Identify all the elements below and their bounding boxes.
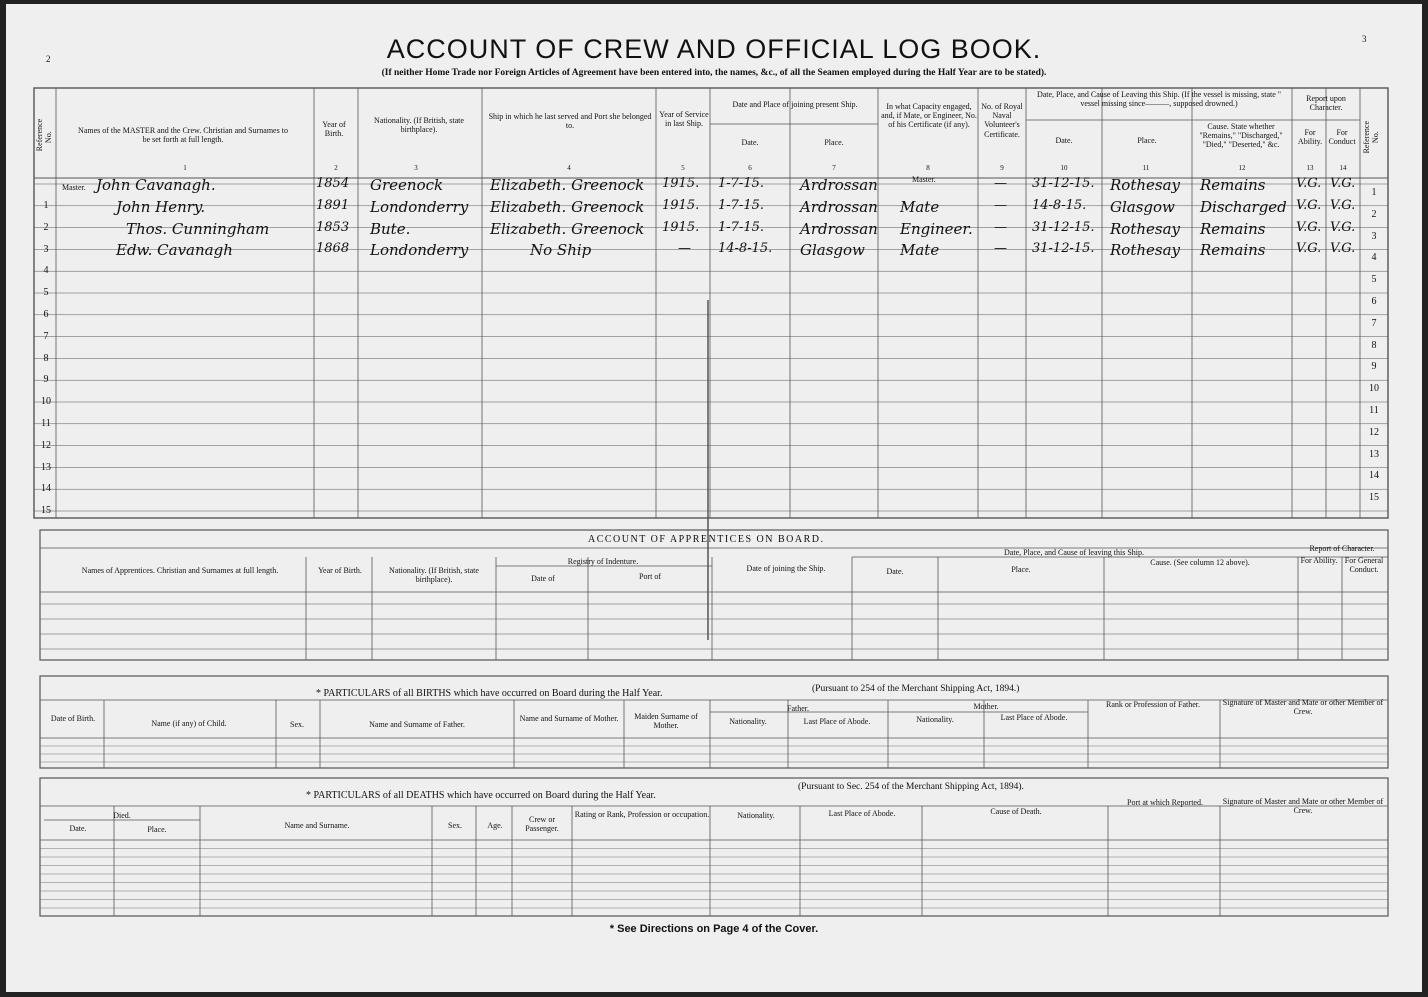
row-number-right: 15 (1369, 492, 1379, 504)
appr-place-header: Place. (1011, 565, 1031, 574)
births-signature-header: Signature of Master and Mate or other Member of Crew. (1222, 698, 1384, 717)
column-number: 14 (1339, 164, 1347, 172)
deaths-name-header: Name and Surname. (284, 821, 350, 830)
crew-abil: V.G. (1296, 176, 1322, 191)
crew-svc: 1915. (662, 219, 700, 235)
row-number-left: 4 (43, 265, 49, 277)
crew-cause: Discharged (1200, 197, 1287, 216)
crew-cap: Mate (900, 197, 940, 216)
column-number: 7 (832, 164, 836, 172)
births-father-name-header: Name and Surname of Father. (369, 720, 465, 729)
crew-nat: Greenock (370, 176, 444, 194)
row-number-left: 13 (41, 461, 51, 473)
appr-names-header: Names of Apprentices. Christian and Surnames at full length. (81, 566, 279, 575)
row-number-right: 1 (1371, 187, 1377, 198)
column-number: 10 (1060, 164, 1068, 172)
column-number: 5 (681, 164, 685, 172)
crew-year: 1854 (316, 176, 350, 191)
births-title: * PARTICULARS of all BIRTHS which have occurred on Board during the Half Year. (316, 688, 663, 699)
deaths-date-header: Date. (69, 824, 87, 833)
appr-ability-header: For Ability. (1300, 556, 1338, 565)
footer-note: * See Directions on Page 4 of the Cover. (609, 923, 819, 935)
row-number-left: 15 (41, 505, 51, 517)
crew-jplace: Ardrossan (800, 176, 878, 194)
deaths-nationality-header: Nationality. (737, 811, 775, 820)
deaths-abode-header: Last Place of Abode. (828, 809, 896, 818)
row-number-right: 3 (1371, 230, 1377, 242)
row-number-right: 13 (1369, 448, 1379, 460)
appr-dateof-header: Date of (531, 574, 555, 583)
crew-ship: No Ship (530, 241, 592, 260)
appr-report-header: Report of Character. (1309, 544, 1375, 553)
crew-jdate: 1-7-15. (718, 176, 765, 191)
crew-jplace: Glasgow (800, 241, 865, 260)
row-number-left: 2 (43, 221, 49, 233)
appr-portof-header: Port of (639, 572, 661, 581)
crew-ldate: 31-12-15. (1032, 176, 1095, 191)
crew-rnv: — (994, 197, 1007, 213)
births-pursuant: (Pursuant to 254 of the Merchant Shipping Act, 1894.) (812, 684, 1020, 694)
row-number-left: 11 (41, 418, 51, 429)
column-number: 4 (567, 164, 571, 172)
crew-jdate: 14-8-15. (718, 241, 773, 257)
crew-names-header: Names of the MASTER and the Crew. Christian and Surnames to be set forth at full length. (78, 126, 288, 145)
appr-cause-header: Cause. (See column 12 above). (1150, 558, 1250, 567)
crew-nat: Londonderry (370, 241, 469, 260)
births-child-header: Name (if any) of Child. (151, 719, 227, 728)
row-number-right: 11 (1369, 405, 1379, 416)
appr-year-header: Year of Birth. (318, 566, 362, 575)
crew-ref-right-header: Reference No. (1361, 120, 1380, 154)
crew-cond: V.G. (1330, 176, 1356, 191)
crew-cause: Remains (1200, 219, 1266, 238)
apprentices-title: ACCOUNT OF APPRENTICES ON BOARD. (588, 534, 825, 545)
crew-lplace: Rothesay (1110, 176, 1181, 194)
deaths-signature-header: Signature of Master and Mate or other Member of Crew. (1222, 797, 1384, 816)
row-number-left: 10 (41, 396, 51, 408)
crew-ship: Elizabeth. Greenock (490, 219, 645, 238)
crew-year: 1853 (316, 219, 350, 235)
row-number-left: 9 (43, 374, 49, 386)
deaths-port-header: Port at which Reported. (1127, 798, 1203, 807)
crew-leaving-place-header: Place. (1137, 136, 1157, 145)
crew-svc: 1915. (662, 197, 700, 213)
crew-nat: Londonderry (370, 197, 469, 216)
crew-ship-header: Ship in which he last served and Port she belonged to. (488, 112, 652, 131)
deaths-title: * PARTICULARS of all DEATHS which have occurred on Board during the Half Year. (306, 790, 656, 801)
births-maiden-header: Maiden Surname of Mother. (634, 712, 698, 731)
crew-cause: Remains (1200, 176, 1266, 194)
row-number-left: 6 (43, 309, 49, 320)
crew-ref-header: Reference No. (34, 118, 53, 152)
crew-report-header: Report upon Character. (1306, 94, 1346, 113)
appr-nationality-header: Nationality. (If British, state birthplace). (389, 566, 479, 585)
row-number-left: 3 (43, 243, 49, 255)
column-number: 2 (334, 164, 338, 172)
crew-nationality-header: Nationality. (If British, state birthplace). (374, 116, 464, 135)
crew-joining-header: Date and Place of joining present Ship. (732, 100, 858, 109)
row-number-left: 7 (43, 330, 49, 342)
crew-joining-date-header: Date. (741, 138, 759, 147)
crew-leaving-date-header: Date. (1055, 136, 1073, 145)
page-title: ACCOUNT OF CREW AND OFFICIAL LOG BOOK. (386, 34, 1042, 64)
crew-capacity: Master. (912, 175, 936, 184)
crew-svc: 1915. (662, 176, 700, 191)
appr-date-header: Date. (886, 567, 904, 576)
crew-name: John Cavanagh. (96, 176, 216, 194)
crew-lplace: Rothesay (1110, 241, 1181, 260)
row-number-right: 12 (1369, 426, 1379, 438)
column-number: 11 (1142, 164, 1150, 172)
crew-abil: V.G. (1296, 241, 1322, 257)
page-number-right: 3 (1362, 34, 1367, 44)
crew-cap: Mate (900, 241, 940, 260)
crew-cond: V.G. (1330, 197, 1356, 213)
column-number: 13 (1306, 164, 1314, 172)
crew-cond: V.G. (1330, 219, 1356, 235)
crew-rnv: — (994, 176, 1007, 191)
appr-joining-header: Date of joining the Ship. (746, 564, 826, 573)
births-father-nat-header: Nationality. (729, 717, 767, 726)
births-mother-abode-header: Last Place of Abode. (1000, 713, 1068, 722)
row-number-right: 9 (1371, 361, 1377, 373)
births-mother-nat-header: Nationality. (916, 715, 954, 724)
column-number: 9 (1000, 164, 1004, 172)
crew-ldate: 31-12-15. (1032, 219, 1095, 235)
births-father-abode-header: Last Place of Abode. (803, 717, 871, 726)
crew-cap: Engineer. (900, 219, 973, 238)
deaths-died-header: Died. (113, 811, 131, 820)
row-number-right: 5 (1371, 274, 1377, 286)
deaths-age-header: Age. (487, 821, 503, 830)
page-subtitle: (If neither Home Trade nor Foreign Articles of Agreement have been entered into, the names, &c., of all the Seamen employed during the Half Year are to be stated). (381, 68, 1047, 78)
crew-ship: Elizabeth. Greenock (490, 176, 645, 194)
crew-rnv-header: No. of Royal Naval Volunteer's Certificate. (981, 102, 1023, 139)
crew-year: 1891 (316, 197, 350, 213)
deaths-pursuant: (Pursuant to Sec. 254 of the Merchant Shipping Act, 1894). (798, 782, 1024, 792)
deaths-crew-header: Crew or Passenger. (525, 815, 559, 834)
crew-jplace: Ardrossan (800, 197, 878, 216)
row-number-right: 14 (1369, 470, 1379, 482)
crew-abil: V.G. (1296, 197, 1322, 213)
row-number-left: 8 (43, 352, 49, 364)
crew-leaving-header: Date, Place, and Cause of Leaving this Ship. (If the vessel is missing, state " vessel missing since———, supposed drowned.) (1036, 90, 1282, 109)
row-number-right: 6 (1371, 296, 1377, 307)
crew-ability-header: For Ability. (1297, 128, 1323, 147)
crew-name: John Henry. (116, 197, 206, 216)
crew-capacity-header: In what Capacity engaged, and, if Mate, or Engineer, No. of his Certificate (if any). (881, 102, 977, 130)
births-mother-name-header: Name and Surname of Mother. (519, 714, 619, 723)
appr-registry-header: Registry of Indenture. (567, 557, 639, 566)
crew-rnv: — (994, 219, 1007, 235)
column-number: 3 (414, 164, 418, 172)
deaths-cause-header: Cause of Death. (990, 807, 1042, 816)
crew-lplace: Rothesay (1110, 219, 1181, 238)
crew-name: Edw. Cavanagh (116, 241, 233, 260)
crew-cond: V.G. (1330, 241, 1356, 257)
appr-leaving-header: Date, Place, and Cause of leaving this Ship. (1004, 548, 1144, 557)
crew-nat: Bute. (370, 219, 411, 238)
crew-conduct-header: For Conduct (1328, 128, 1356, 147)
births-father-header: Father. (787, 704, 809, 713)
row-number-right: 8 (1371, 339, 1377, 351)
births-sex-header: Sex. (290, 720, 304, 729)
crew-jdate: 1-7-15. (718, 197, 765, 213)
row-number-right: 2 (1371, 208, 1377, 220)
column-number: 1 (183, 164, 187, 172)
column-number: 12 (1238, 164, 1246, 172)
crew-ldate: 31-12-15. (1032, 241, 1095, 257)
crew-ldate: 14-8-15. (1032, 197, 1087, 213)
deaths-place-header: Place. (147, 825, 167, 834)
appr-conduct-header: For General Conduct. (1344, 556, 1384, 575)
crew-service-header: Year of Service in last Ship. (659, 110, 709, 129)
crew-joining-place-header: Place. (824, 138, 844, 147)
page-number-left: 2 (46, 54, 51, 64)
crew-ship: Elizabeth. Greenock (490, 197, 645, 216)
crew-rnv: — (994, 241, 1007, 257)
row-number-right: 7 (1371, 317, 1377, 329)
crew-jplace: Ardrossan (800, 219, 878, 238)
crew-cause-header: Cause. State whether "Remains," "Discharged," "Died," "Deserted," &c. (1199, 122, 1283, 150)
crew-jdate: 1-7-15. (718, 219, 765, 235)
births-date-header: Date of Birth. (50, 714, 96, 723)
row-number-left: 12 (41, 439, 51, 451)
deaths-sex-header: Sex. (448, 821, 462, 830)
crew-abil: V.G. (1296, 219, 1322, 235)
crew-year: 1868 (316, 241, 350, 257)
deaths-rating-header: Rating or Rank, Profession or occupation. (574, 810, 710, 819)
master-label: Master. (62, 183, 86, 192)
row-number-left: 5 (43, 287, 49, 299)
row-number-right: 4 (1371, 252, 1377, 264)
crew-year-header: Year of Birth. (322, 120, 346, 139)
row-number-left: 14 (41, 483, 51, 495)
crew-name: Thos. Cunningham (126, 219, 270, 238)
row-number-left: 1 (43, 200, 49, 211)
crew-svc: — (678, 241, 691, 257)
births-rank-header: Rank or Profession of Father. (1106, 700, 1200, 709)
row-number-right: 10 (1369, 383, 1379, 395)
column-number: 6 (748, 164, 752, 172)
births-mother-header: Mother. (973, 702, 999, 711)
crew-lplace: Glasgow (1110, 197, 1175, 216)
column-number: 8 (926, 164, 930, 172)
crew-cause: Remains (1200, 241, 1266, 260)
